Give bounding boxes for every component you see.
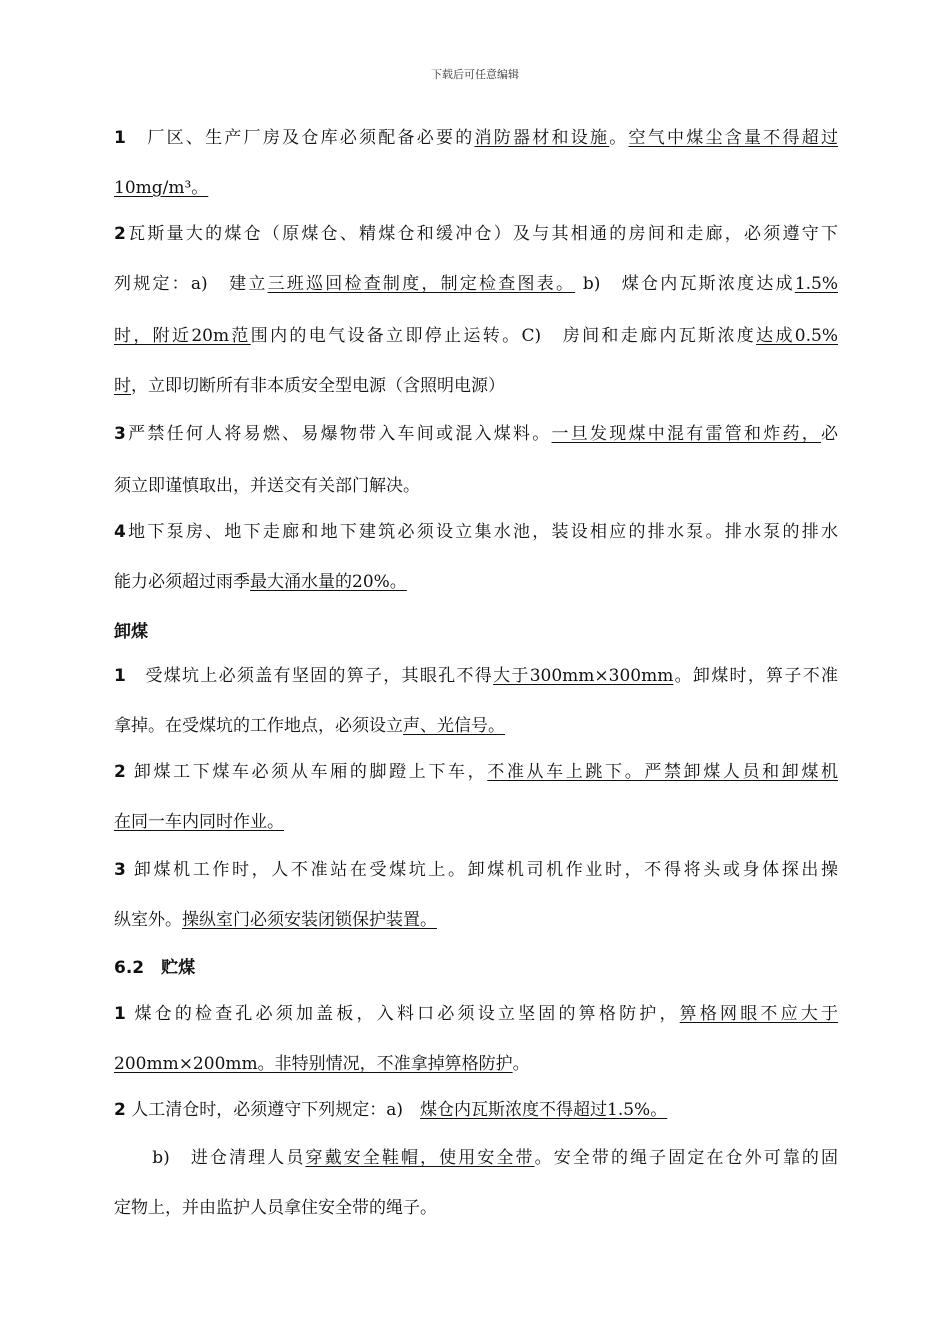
underlined-text: 最大涌水量的20%。: [250, 572, 407, 592]
text-line: [114, 374, 838, 398]
text-line: [114, 222, 838, 246]
text-segment: 瓦斯量大的煤仓（原煤仓、精煤仓和缓冲仓）及与其相通的房间和走廊，必须遵守下: [125, 224, 838, 244]
text-line: [114, 1002, 838, 1026]
text-segment: ，立即切断所有非本质安全型电源（含照明电源）: [131, 376, 505, 396]
item-number: 2: [114, 762, 126, 782]
text-line: [114, 176, 838, 200]
text-line: [114, 858, 838, 882]
text-line: [114, 422, 838, 446]
text-line: [114, 1052, 838, 1076]
text-segment: 地下泵房、地下走廊和地下建筑必须设立集水池，装设相应的排水泵。排水泵的排水: [125, 522, 838, 542]
text-segment: b) 进仓清理人员: [114, 1148, 306, 1168]
underlined-text: 大于300mm×300mm: [493, 666, 674, 686]
underlined-text: 煤仓内瓦斯浓度不得超过1.5%。: [420, 1100, 668, 1120]
text-segment: 。安全带的绳子固定在仓外可靠的固: [534, 1148, 838, 1168]
text-segment: 列规定：a) 建立: [114, 274, 268, 294]
item-number: 3: [114, 424, 126, 444]
text-segment: 。: [609, 128, 629, 148]
text-line: [114, 272, 838, 296]
text-line: [114, 324, 838, 348]
text-line: [114, 1196, 838, 1220]
underlined-text: 1.5%: [794, 274, 838, 294]
text-segment: 能力必须超过雨季: [114, 572, 250, 592]
underlined-text: 穿戴安全鞋帽，使用安全带: [305, 1148, 535, 1168]
text-line: [114, 520, 838, 544]
underlined-text: 200mm×200mm。非特别情况，不准拿掉箅格防护: [114, 1054, 513, 1074]
item-number: 1: [114, 666, 126, 686]
page-header: 下载后可任意编辑: [431, 68, 519, 81]
item-number: 1: [114, 128, 126, 148]
text-line: [114, 1146, 838, 1170]
text-line: [114, 126, 838, 150]
underlined-text: 操纵室门必须安装闭锁保护装置。: [182, 910, 437, 930]
underlined-text: 时，附近20m范: [114, 326, 251, 346]
text-segment: 。卸煤时，箅子不准: [673, 666, 838, 686]
underlined-text: 声、光信号。: [403, 716, 505, 736]
item-number: 4: [114, 522, 126, 542]
text-segment: 严禁任何人将易燃、易爆物带入车间或混入煤料。: [125, 424, 552, 444]
underlined-text: 时: [114, 376, 131, 396]
underlined-text: 达成0.5%: [756, 326, 838, 346]
item-number: 2: [114, 224, 126, 244]
section-heading: [114, 956, 838, 980]
text-segment: 纵室外。: [114, 910, 182, 930]
text-line: [114, 714, 838, 738]
text-segment: 须立即谨慎取出，并送交有关部门解决。: [114, 476, 420, 496]
underlined-text: 箅格网眼不应大于: [679, 1004, 838, 1024]
underlined-text: 在同一车内同时作业。: [114, 812, 284, 832]
underlined-text: 消防器材和设施: [474, 128, 610, 148]
text-segment: 煤仓的检查孔必须加盖板，入料口必须设立坚固的箅格防护，: [125, 1004, 680, 1024]
underlined-text: 三班巡回检查制度，制定检查图表。: [267, 274, 576, 294]
heading-text: 卸煤: [114, 622, 148, 642]
text-segment: 围内的电气设备立即停止运转。C) 房间和走廊内瓦斯浓度: [250, 326, 757, 346]
text-line: [114, 474, 838, 498]
item-number: 2: [114, 1100, 126, 1120]
text-segment: 人工清仓时，必须遵守下列规定：a): [125, 1100, 421, 1120]
text-line: [114, 810, 838, 834]
underlined-text: 空气中煤尘含量不得超过: [628, 128, 838, 148]
underlined-text: 10mg/m³。: [114, 178, 209, 198]
item-number: 3: [114, 860, 126, 880]
text-line: [114, 570, 838, 594]
heading-text: 6.2 贮煤: [114, 958, 196, 978]
text-segment: 拿掉。在受煤坑的工作地点，必须设立: [114, 716, 403, 736]
text-segment: 定物上，并由监护人员拿住安全带的绳子。: [114, 1198, 437, 1218]
text-segment: 。: [512, 1054, 530, 1074]
text-segment: b) 煤仓内瓦斯浓度达成: [575, 274, 795, 294]
section-heading: [114, 620, 838, 644]
text-line: [114, 908, 838, 932]
underlined-text: 一旦发现煤中混有雷管和炸药，: [551, 424, 822, 444]
text-segment: 卸煤机工作时，人不准站在受煤坑上。卸煤机司机作业时，不得将头或身体探出操: [125, 860, 838, 880]
text-segment: 必: [821, 424, 838, 444]
text-line: [114, 1098, 838, 1122]
text-segment: 厂区、生产厂房及仓库必须配备必要的: [125, 128, 475, 148]
item-number: 1: [114, 1004, 126, 1024]
text-segment: 卸煤工下煤车必须从车厢的脚蹬上下车，: [125, 762, 488, 782]
text-line: [114, 760, 838, 784]
underlined-text: 不准从车上跳下。严禁卸煤人员和卸煤机: [487, 762, 838, 782]
text-segment: 受煤坑上必须盖有坚固的箅子，其眼孔不得: [125, 666, 494, 686]
text-line: [114, 664, 838, 688]
